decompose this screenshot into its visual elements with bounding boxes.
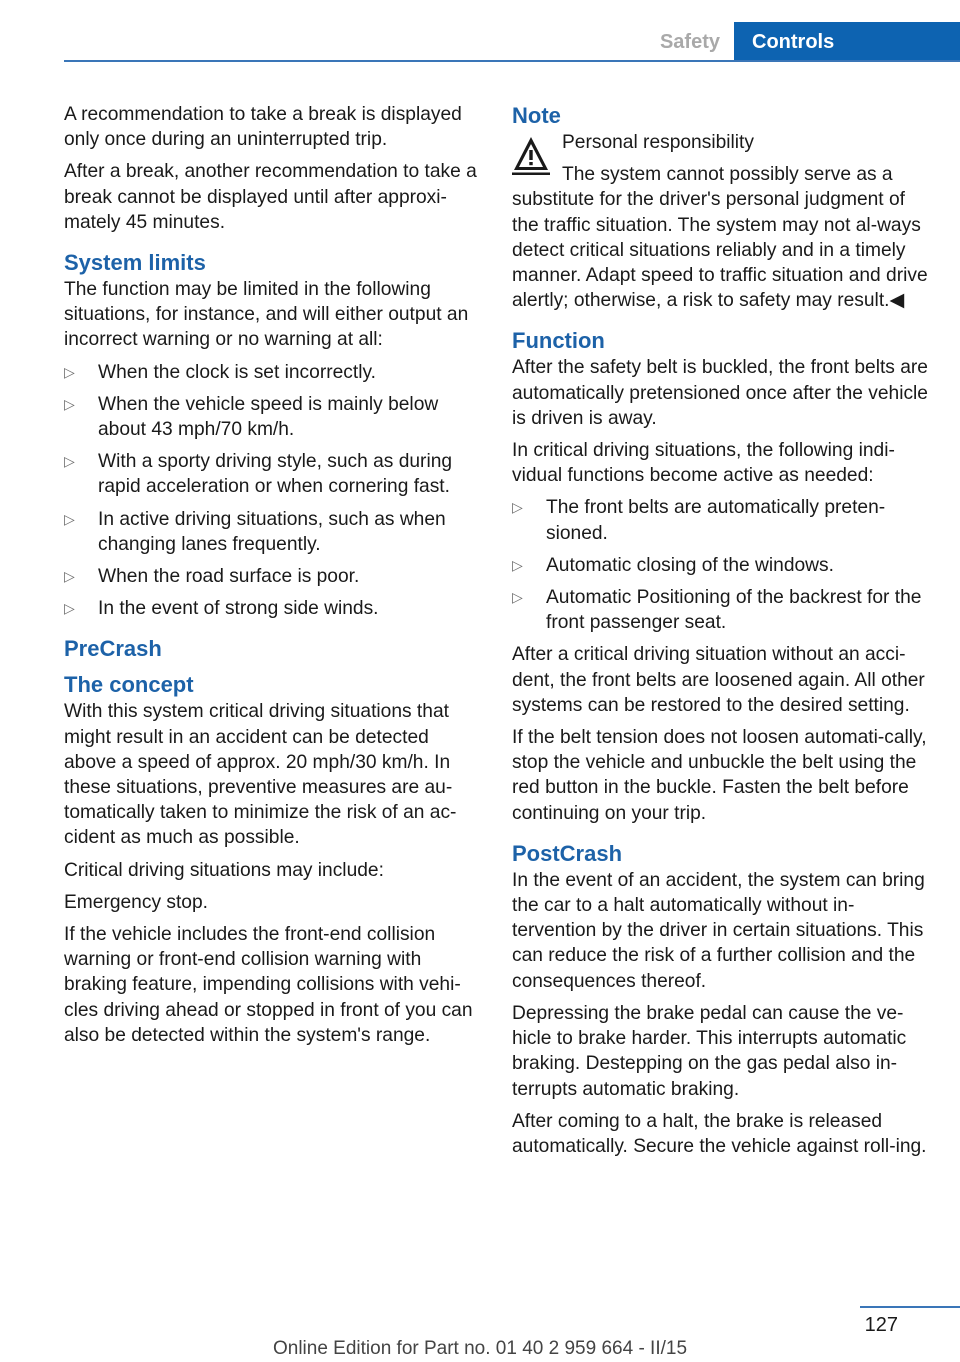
bullet-triangle-icon: ▷ [512,589,523,606]
paragraph: In critical driving situations, the following indi‐vidual functions become active as needed: [512,440,895,487]
heading-postcrash: PostCrash [512,840,623,866]
bullet-triangle-icon: ▷ [64,453,75,470]
list-item-text: With a sporty driving style, such as during rapid acceleration or when cornering fast. [98,451,453,498]
list-item [64,596,484,621]
footer-edition: Online Edition for Part no. 01 40 2 959 664 - II/15 [272,1338,688,1359]
bullet-triangle-icon: ▷ [64,363,75,380]
note-body: The system cannot possibly serve as a substitute for the driver's personal judgment of the traffic situation. The system may not al‐ways detect critical situations reliably and in a timely manner. Adapt speed to traffic situation and drive alertly; otherwise, a risk to safety may result.◀ [512,164,928,312]
header-rule [64,60,960,62]
paragraph: Depressing the brake pedal can cause the ve‐hicle to brake harder. This interrupts automatic braking. Destepping on the gas pedal also in‐terrupts automatic braking. [512,1002,907,1100]
list-item-text: In active driving situations, such as when changing lanes frequently. [98,508,446,555]
list-item [64,392,484,442]
heading-precrash: PreCrash [64,636,162,662]
paragraph: If the vehicle includes the front-end collision warning or front-end collision warning with braking feature, impending collisions with vehi‐cles driving ahead or stopped in front of you can also be detected within the system's range. [64,924,473,1046]
list-item [64,360,484,385]
bullet-triangle-icon: ▷ [512,556,523,573]
paragraph: After the safety belt is buckled, the front belts are automatically pretensioned once after the vehicle is driven is away. [512,357,928,429]
right-column [512,102,930,1166]
paragraph: If the belt tension does not loosen automati‐cally, stop the vehicle and unbuckle the belt using the red button in the buckle. Fasten the belt before continuing on your trip. [512,727,927,824]
bullet-triangle-icon: ▷ [512,499,523,516]
note-title: Personal responsibility [562,132,754,153]
list-item-text: When the vehicle speed is mainly below about 43 mph/70 km/h. [98,393,439,441]
footer-rule [860,1306,960,1308]
heading-system-limits: System limits [64,250,206,276]
paragraph: Critical driving situations may include: [64,859,384,881]
bullet-triangle-icon: ▷ [64,600,75,617]
paragraph: A recommendation to take a break is displayed only once during an uninterrupted trip. [64,104,462,151]
heading-the-concept: The concept [64,672,194,698]
list-item [64,507,484,557]
bullet-triangle-icon: ▷ [64,568,75,585]
list-item-text: When the road surface is poor. [98,566,360,588]
function-list [512,495,930,635]
list-item [512,495,930,545]
paragraph: With this system critical driving situations that might result in an accident can be detected above a speed of approx. 20 mph/30 km/h. In these situations, preventive measures are au‐tomatically taken to minimize the risk of an ac‐cident as much as possible. [64,701,457,849]
paragraph: Emergency stop. [64,891,208,913]
paragraph: After a critical driving situation without an acci‐dent, the front belts are loosened again. All other systems can be restored to the desired setting. [512,644,925,716]
bullet-triangle-icon: ▷ [64,395,75,412]
system-limits-list [64,360,484,622]
paragraph: After coming to a halt, the brake is released automatically. Secure the vehicle against roll‐ing. [512,1110,927,1157]
warning-triangle-icon [512,134,550,176]
note-block [512,130,930,313]
paragraph: The function may be limited in the following situations, for instance, and will either output an incorrect warning or no warning at all: [64,279,469,351]
list-item-text: Automatic closing of the windows. [546,554,834,576]
heading-note: Note [512,103,561,128]
list-item [512,585,930,635]
page-number: 127 [864,1314,898,1336]
header-tab-controls: Controls [734,22,960,62]
list-item [64,564,484,589]
heading-function: Function [512,328,605,354]
list-item [64,449,484,499]
list-item-text: In the event of strong side winds. [98,598,379,620]
paragraph: After a break, another recommendation to take a break cannot be displayed until after approxi‐mately 45 minutes. [64,161,477,233]
list-item-text: When the clock is set incorrectly. [98,361,376,383]
bullet-triangle-icon: ▷ [64,510,75,527]
list-item-text: Automatic Positioning of the backrest for the front passenger seat. [546,587,922,634]
list-item [512,553,930,578]
left-column [64,102,484,1055]
list-item-text: The front belts are automatically preten‐sioned. [546,497,886,544]
paragraph: In the event of an accident, the system can bring the car to a halt automatically without in‐tervention by the driver in certain situations. This can reduce the risk of a further collision and the consequences thereof. [512,869,925,992]
header-tab-safety: Safety [659,31,720,53]
